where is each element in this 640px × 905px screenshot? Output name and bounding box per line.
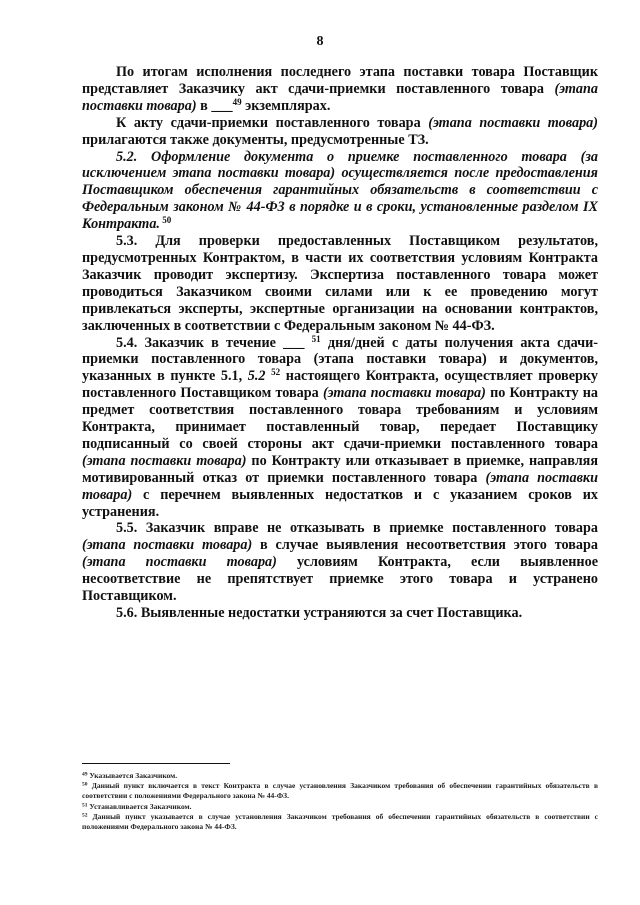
paragraph [82, 520, 598, 605]
text-run: экземплярах. [241, 97, 331, 114]
footnote-ref: 51 [311, 333, 321, 344]
text-run: К акту сдачи-приемки поставленного товара [116, 114, 429, 131]
footnote-number: 51 [82, 801, 88, 808]
italic-text: (этапа поставки товара) [82, 80, 598, 114]
text-run: 5.6. Выявленные недостатки устраняются за счет Поставщика. [116, 605, 523, 621]
footnote-number: 50 [82, 781, 88, 788]
italic-text: 5.2. Оформление документа о приемке поставленного товара (за исключением этапа поставки товара) осуществляется после предоставления Поставщиком обеспечения гарантийных обязательств в соответствии с Федеральным законом № 44-ФЗ в порядке и в сроки, установленные разделом IX Контракта. [82, 148, 598, 233]
text-run: По итогам исполнения последнего этапа поставки товара Поставщик представляет Заказчику акт сдачи-приемки поставленного товара [82, 64, 598, 97]
text-run: настоящего Контракта, осуществляет проверку поставленного Поставщиком товара [82, 368, 598, 402]
italic-text: (этапа поставки товара) [322, 385, 486, 402]
footnote [82, 771, 598, 781]
text-run: по Контракту или отказывает в приемке, направляя мотивированный отказ от приемки поставленного товара [82, 452, 598, 486]
footnote [82, 812, 598, 832]
italic-text: (этапа поставки товара) [82, 452, 247, 469]
footnote-text: Данный пункт включается в текст Контракта в случае установления Заказчиком требования об обеспечении гарантийных обязательств в соответствии с положениями Федерального закона № 44-ФЗ. [82, 781, 598, 801]
footnote-number: 49 [82, 771, 88, 778]
footnote [82, 781, 598, 801]
footnote-number: 52 [82, 812, 88, 819]
paragraph [82, 115, 598, 149]
paragraph [82, 605, 598, 622]
paragraph [82, 335, 598, 521]
italic-text: (этапа поставки товара) [82, 469, 598, 503]
body-text [82, 64, 598, 622]
footnote-text: Указывается Заказчиком. [87, 771, 178, 780]
text-run: прилагаются также документы, предусмотренные ТЗ. [82, 131, 429, 148]
text-run: 5.4. Заказчик в течение ___ [116, 334, 312, 351]
italic-text: (этапа поставки товара) [82, 537, 253, 554]
italic-text: 5.2 [247, 368, 266, 385]
text-run: в ___ [196, 97, 233, 114]
paragraph [82, 64, 598, 115]
text-run: условиям Контракта, если выявленное несоответствие не препятствует приемке этого товара и устранено Поставщиком. [82, 554, 598, 605]
footnote-text: Устанавливается Заказчиком. [87, 801, 192, 811]
text-run: в случае выявления несоответствия этого товара [252, 537, 598, 554]
footnote-separator [82, 763, 230, 764]
footnote-ref: 49 [232, 96, 242, 107]
text-run: по Контракту на предмет соответствия поставленного товара требованиям и условиям Контракта, принимает поставленный товар, передает Поставщику подписанный со своей стороны акт сдачи-приемки поставленного товара [82, 385, 598, 452]
italic-text: (этапа поставки товара) [428, 114, 598, 131]
italic-text: (этапа поставки товара) [82, 554, 277, 571]
page-number: 8 [316, 34, 324, 49]
footnote-ref: 52 [271, 367, 281, 378]
text-run: с перечнем выявленных недостатков и с указанием сроков их устранения. [82, 486, 598, 520]
footnote-text: Данный пункт указывается в случае установления Заказчиком требования об обеспечении гарантийных обязательств в соответствии с положениями Федерального закона № 44-ФЗ. [82, 811, 598, 832]
footnote-ref: 50 [159, 215, 172, 226]
text-run: дня/дней с даты получения акта сдачи-приемки поставленного товара (этапа поставки товара) и документов, указанных в пункте 5.1, [82, 334, 598, 385]
text-run: 5.3. Для проверки предоставленных Поставщиком результатов, предусмотренных Контрактом, в части их соответствия условиям Контракта Заказчик проводит экспертизу. Экспертиза поставленного товара может проводиться Заказчиком своими силами или к ее проведению могут привлекаться эксперты, экспертные организации на основании контрактов, заключенных в соответствии с Федеральным законом № 44-ФЗ. [82, 233, 598, 334]
footnotes [82, 771, 598, 832]
footnote [82, 802, 598, 812]
text-run: 5.5. Заказчик вправе не отказывать в приемке поставленного товара [116, 520, 598, 537]
paragraph [82, 149, 598, 234]
paragraph [82, 233, 598, 334]
